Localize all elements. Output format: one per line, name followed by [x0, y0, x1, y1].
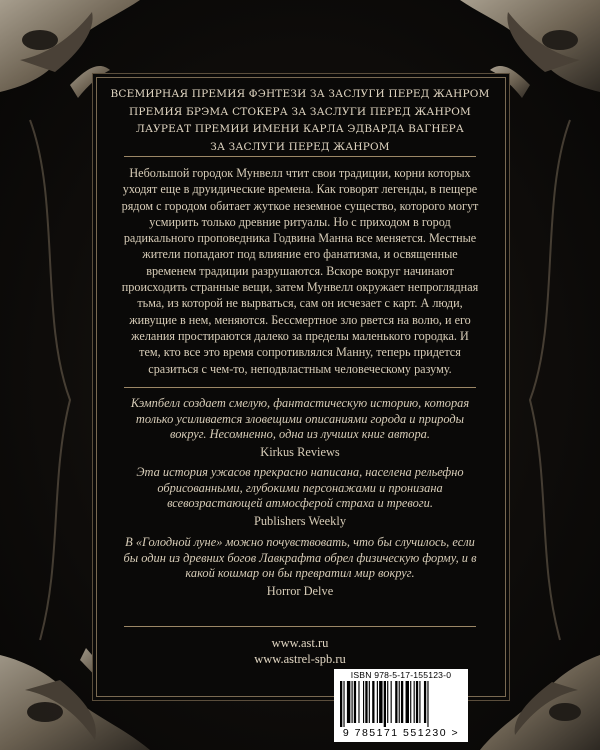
review-source: Kirkus Reviews [260, 444, 340, 459]
url-link[interactable]: www.astrel-spb.ru [254, 651, 346, 666]
publisher-urls [96, 636, 504, 667]
isbn-text: ISBN 978-5-17-155123-0 [350, 670, 452, 680]
review-horror-delve [118, 535, 482, 599]
url-link[interactable]: www.ast.ru [271, 636, 329, 650]
award-line: ПРЕМИЯ БРЭМА СТОКЕРА ЗА ЗАСЛУГИ ПЕРЕД ЖАНРОМ [129, 105, 471, 118]
award-line: ЛАУРЕАТ ПРЕМИИ ИМЕНИ КАРЛА ЭДВАРДА ВАГНЕРА [135, 123, 465, 135]
review-source: Horror Delve [266, 583, 334, 598]
barcode [334, 669, 468, 742]
award-line: ЗА ЗАСЛУГИ ПЕРЕД ЖАНРОМ [210, 140, 390, 153]
review-quote: Эта история ужасов прекрасно написана, населена рельефно обрисованными, глубокими персонажами и пронизана всевозрастающей атмосферой страха и тревоги. [136, 465, 464, 510]
review-quote: Кэмпбелл создает смелую, фантастическую историю, которая только усиливается зловещими описаниями города и природы вокруг. Несомненно, одна из лучших книг автора. [130, 396, 470, 441]
review-quote: В «Голодной луне» можно почувствовать, что бы случилось, если бы один из древних богов Лавкрафта обрел физическую форму, и в какой кошмар он бы превратил мир вокруг. [123, 535, 477, 580]
divider [124, 387, 476, 388]
review-kirkus [118, 396, 482, 460]
review-source: Publishers Weekly [253, 513, 347, 528]
awards-list [96, 86, 504, 156]
barcode-bars [340, 681, 462, 727]
review-publishers-weekly [118, 465, 482, 529]
book-description: Небольшой городок Мунвелл чтит свои традиции, корни которых уходят еще в друидические времена. Как говорят легенды, в пещере рядом с городом обитает жуткое неземное существо, которого могут усмирить только древние ритуалы. Но с приходом в город радикального проповедника Годвина Манна все меняется. Местные жители попадают под влияние его фанатизма, и освященные временем традиции разрушаются. Вскоре вокруг начинают происходить странные вещи, затем Мунвелл окружает непроглядная тьма, из которой не вырваться, сам он исчезает с карт. А люди, живущие в нем, меняются. Бессмертное зло рвется на волю, и его желания простираются далеко за пределы маленького городка. И тем, кто все это время сопротивлялся Манну, теперь придется сразиться с чем-то, неподвластным человеческому разуму. [121, 166, 479, 376]
divider [124, 626, 476, 627]
barcode-digits: 9 785171 551230 > [342, 727, 460, 739]
award-line: ВСЕМИРНАЯ ПРЕМИЯ ФЭНТЕЗИ ЗА ЗАСЛУГИ ПЕРЕД ЖАНРОМ [110, 88, 490, 100]
divider [124, 156, 476, 157]
